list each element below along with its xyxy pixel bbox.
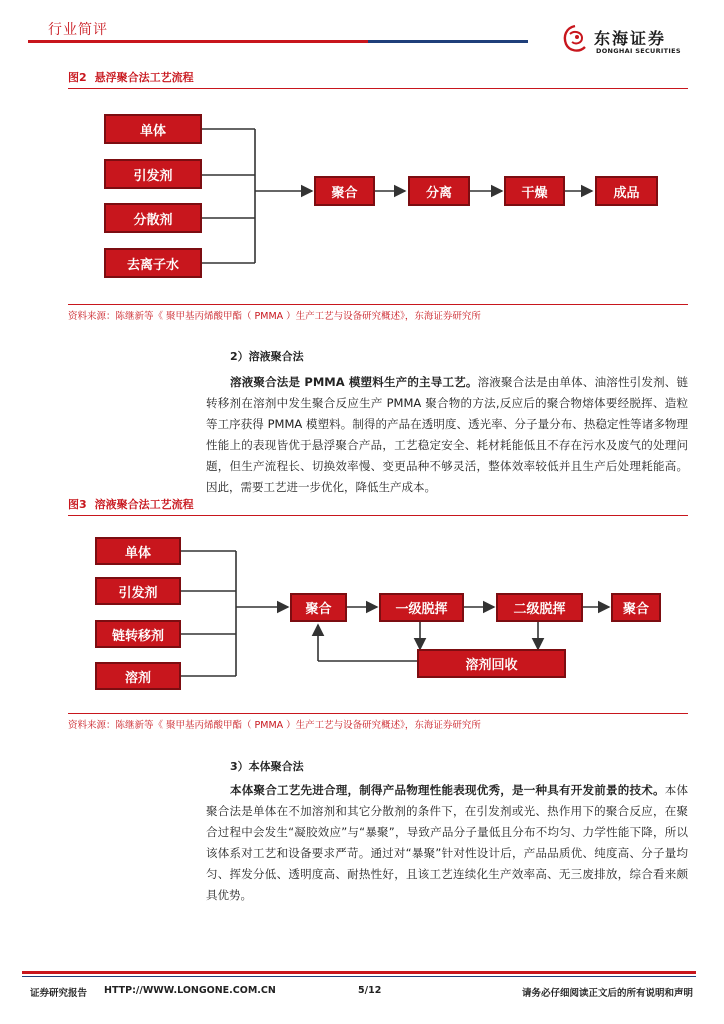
section2-paragraph [206,372,688,498]
fig3-step-final-product: 聚合 [611,593,661,622]
fig3-solvent-recovery: 溶剂回收 [417,649,566,678]
fig2-input-deionized-water: 去离子水 [104,248,202,278]
section2-heading: 2）溶液聚合法 [230,350,304,363]
fig3-step-second-devolatilization: 二级脱挥 [496,593,583,622]
logo-english-name: DONGHAI SECURITIES [596,47,681,55]
figure3-bottom-rule [68,713,688,714]
figure2-caption [68,69,194,85]
fig2-step-polymerize: 聚合 [314,176,375,206]
dragon-logo-icon [560,24,590,54]
fig3-input-chain-transfer-agent: 链转移剂 [95,620,181,648]
fig2-input-initiator: 引发剂 [104,159,202,189]
fig3-input-solvent: 溶剂 [95,662,181,690]
figure2-bottom-rule [68,304,688,305]
footer-website-link[interactable]: HTTP://WWW.LONGONE.COM.CN [104,985,276,996]
fig2-input-dispersant: 分散剂 [104,203,202,233]
fig3-step-polymerize: 聚合 [290,593,347,622]
footer-report-type: 证券研究报告 [30,988,88,999]
figure3-source: 资料来源：陈继新等《 聚甲基丙烯酸甲酯（ PMMA ）生产工艺与设备研究概述》，东海证券研究所 [68,720,481,731]
section-title: 行业简评 [48,22,108,38]
figure2-number: 图2 [68,71,87,84]
section3-body: 本体聚合法是单体在不加溶剂和其它分散剂的条件下，在引发剂或光、热作用下的聚合反应，在聚合过程中会发生“凝胶效应”与“暴聚”，导致产品分子量低且分布不均匀、力学性能下降，所以该体系对工艺和设备要求严苛。通过对“暴聚”针对性设计后，产品品质优、纯度高、分子量均匀、挥发分低、透明度高、耐热性好，且该工艺连续化生产效率高、无三废排放，综合看来颇具优势。 [206,783,688,902]
header-rule-blue [368,40,528,43]
figure3-title: 溶液聚合法工艺流程 [94,498,194,511]
fig3-input-monomer: 单体 [95,537,181,565]
fig3-input-initiator: 引发剂 [95,577,181,605]
section2-lead: 溶液聚合法是 PMMA 模塑料生产的主导工艺。 [230,375,478,389]
section3-paragraph [206,780,688,906]
footer-disclaimer: 请务必仔细阅读正文后的所有说明和声明 [522,988,694,999]
figure3-caption [68,496,194,512]
logo-chinese-name: 东海证券 [594,29,667,48]
figure2-source: 资料来源：陈继新等《 聚甲基丙烯酸甲酯（ PMMA ）生产工艺与设备研究概述》，东海证券研究所 [68,311,481,322]
section3-lead: 本体聚合工艺先进合理，制得产品物理性能表现优秀，是一种具有开发前景的技术。 [230,783,665,797]
figure3-number: 图3 [68,498,87,511]
fig3-step-first-devolatilization: 一级脱挥 [379,593,464,622]
footer-page-number: 5/12 [358,985,382,996]
fig2-input-monomer: 单体 [104,114,202,144]
section3-heading: 3）本体聚合法 [230,760,304,773]
footer-rule-blue [22,976,696,977]
fig2-step-product: 成品 [595,176,658,206]
header-rule-red [28,40,368,43]
figure2-top-rule [68,88,688,89]
fig2-step-dry: 干燥 [504,176,565,206]
section2-body: 溶液聚合法是由单体、油溶性引发剂、链转移剂在溶剂中发生聚合反应生产 PMMA 聚合物的方法,反应后的聚合物熔体要经脱挥、造粒等工序获得 PMMA 模塑料。制得的产品在透明度、透光率、分子量分布、热稳定性等诸多物理性能上的表现皆优于悬浮聚合产品，工艺稳定安全、耗材耗能低且不存在污水及废气的处理问题，但生产流程长、切换效率慢、变更品种不够灵活，整体效率较低并且生产后处理耗能高。因此，需要工艺进一步优化，降低生产成本。 [206,375,688,494]
figure3-top-rule [68,515,688,516]
footer-rule-red [22,971,696,974]
fig2-step-separate: 分离 [408,176,470,206]
figure2-title: 悬浮聚合法工艺流程 [94,71,194,84]
